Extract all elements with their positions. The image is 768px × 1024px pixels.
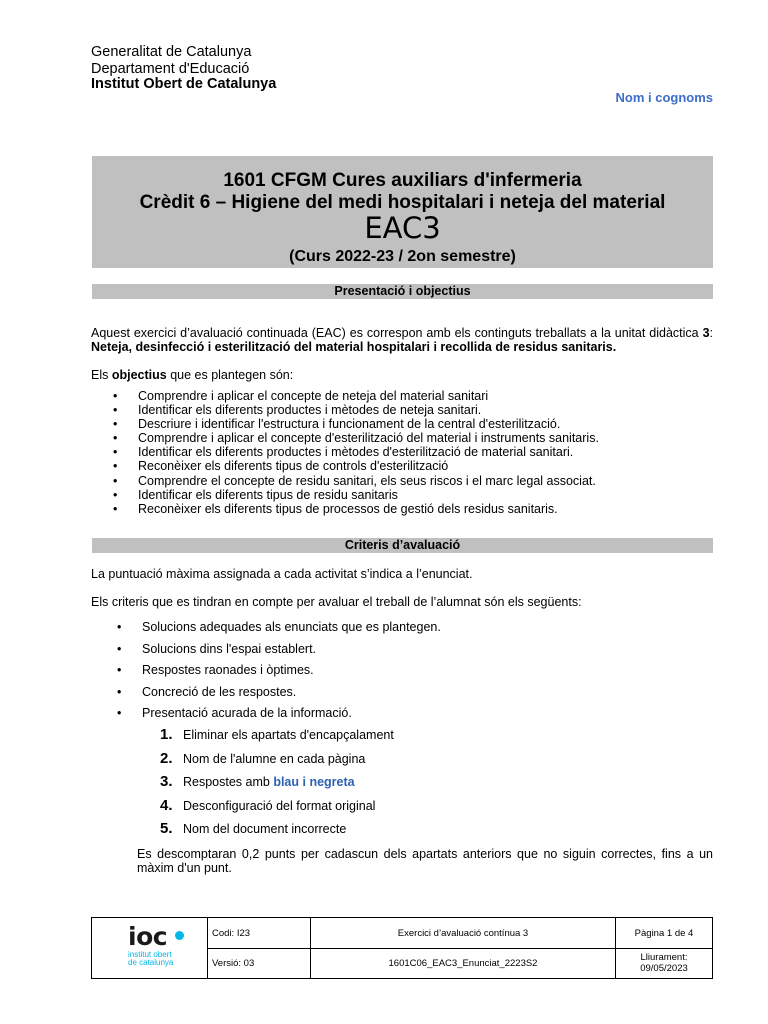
list-item: • Solucions dins l'espai establert. xyxy=(91,641,713,663)
list-item: • Identificar els diferents productes i mètodes d'esterilització de material sanitari. xyxy=(91,445,713,459)
item-text: Nom del document incorrecte xyxy=(183,822,347,837)
delivery-label: Lliurament: xyxy=(640,952,688,963)
intro-unit: 3 xyxy=(702,326,710,340)
list-item: • Reconèixer els diferents tipus de processos de gestió dels residus sanitaris. xyxy=(91,502,713,516)
objectives-pre: Els xyxy=(91,368,112,382)
footer-filename: 1601C06_EAC3_Enunciat_2223S2 xyxy=(388,958,538,969)
list-item: • Comprendre i aplicar el concepte de neteja del material sanitari xyxy=(91,389,713,403)
list-item: • Identificar els diferents productes i mètodes de neteja sanitari. xyxy=(91,403,713,417)
footer-version: Versió: 03 xyxy=(212,958,255,969)
list-item xyxy=(91,772,394,796)
intro-colon: : xyxy=(709,326,713,340)
ioc-logo xyxy=(128,922,188,970)
list-item: • Reconèixer els diferents tipus de controls d'esterilització xyxy=(91,459,713,473)
logo-text: ioc xyxy=(128,922,168,951)
criteria-intro: Els criteris que es tindran en compte per avaluar el treball de l’alumnat són els següents: xyxy=(91,595,582,609)
item-text: Desconfiguració del format original xyxy=(183,798,376,813)
criteria-list xyxy=(91,619,713,727)
credit-title: Crèdit 6 – Higiene del medi hospitalari i neteja del material xyxy=(139,192,666,213)
header-institut: Institut Obert de Catalunya xyxy=(91,76,277,92)
list-item: • Solucions adequades als enunciats que es plantegen. xyxy=(91,619,713,641)
section-heading-criteria: Criteris d’avaluació xyxy=(92,538,713,553)
list-item xyxy=(91,749,394,773)
item-text: Nom de l'alumne en cada pàgina xyxy=(183,751,366,766)
logo-subtitle-2: de catalunya xyxy=(128,958,174,967)
footer-page: Pàgina 1 de 4 xyxy=(634,928,694,939)
list-item: • Comprendre i aplicar el concepte d'esterilització del material i instruments sanitaris. xyxy=(91,431,713,445)
header-generalitat: Generalitat de Catalunya xyxy=(91,44,252,60)
item-number: 2. xyxy=(160,749,173,767)
footer-code: Codi: I23 xyxy=(212,928,251,939)
list-item xyxy=(91,796,394,820)
list-item: • Respostes raonades i òptimes. xyxy=(91,662,713,684)
header-departament: Departament d'Educació xyxy=(91,61,250,77)
objectives-bold: objectius xyxy=(111,368,167,382)
item-text: Eliminar els apartats d'encapçalament xyxy=(183,728,394,742)
footer-delivery xyxy=(616,952,712,974)
objectives-intro xyxy=(91,368,713,382)
intro-unit-title: Neteja, desinfecció i esterilització del material hospitalari i recollida de residus sanitaris. xyxy=(91,340,617,354)
intro-text: Aquest exercici d’avaluació continuada (EAC) es correspon amb els continguts treballats a la unitat didàctica xyxy=(91,326,703,340)
list-item: • Comprendre el concepte de residu sanitari, els seus riscos i el marc legal associat. xyxy=(91,474,713,488)
footer-table xyxy=(91,917,713,979)
item-number: 1. xyxy=(160,726,173,743)
objectives-list xyxy=(91,389,713,516)
list-item xyxy=(91,725,394,749)
criteria-max-score: La puntuació màxima assignada a cada activitat s’indica a l’enunciat. xyxy=(91,567,473,581)
list-item: • Presentació acurada de la informació. xyxy=(91,705,713,727)
presentation-sublist xyxy=(91,725,394,843)
list-item: • Concreció de les respostes. xyxy=(91,684,713,706)
student-name-field: Nom i cognoms xyxy=(615,90,713,105)
course-title: 1601 CFGM Cures auxiliars d'infermeria xyxy=(223,170,582,191)
section-heading-presentation: Presentació i objectius xyxy=(92,284,713,299)
item-text: Respostes amb xyxy=(183,775,274,790)
item-highlight: blau i negreta xyxy=(273,775,355,790)
title-box xyxy=(92,156,713,268)
delivery-date: 09/05/2023 xyxy=(640,963,688,974)
list-item: • Identificar els diferents tipus de residu sanitaris xyxy=(91,488,713,502)
course-period: (Curs 2022-23 / 2on semestre) xyxy=(289,248,516,265)
list-item: • Descriure i identificar l'estructura i funcionament de la central d'esterilització. xyxy=(91,417,713,431)
item-number: 3. xyxy=(160,773,173,791)
item-number: 4. xyxy=(160,796,173,814)
logo-subtitle-1: institut obert xyxy=(128,950,172,959)
assignment-title: EAC3 xyxy=(364,211,441,245)
item-number: 5. xyxy=(160,820,173,838)
intro-paragraph xyxy=(91,326,713,354)
penalty-note: Es descomptaran 0,2 punts per cadascun dels apartats anteriors que no siguin correctes, fins a un màxim d'un punt. xyxy=(137,847,713,875)
logo-dot-icon xyxy=(175,931,184,940)
objectives-post: que es plantegen són: xyxy=(166,368,294,382)
footer-exercise: Exercici d’avaluació contínua 3 xyxy=(397,928,529,939)
list-item xyxy=(91,819,394,843)
